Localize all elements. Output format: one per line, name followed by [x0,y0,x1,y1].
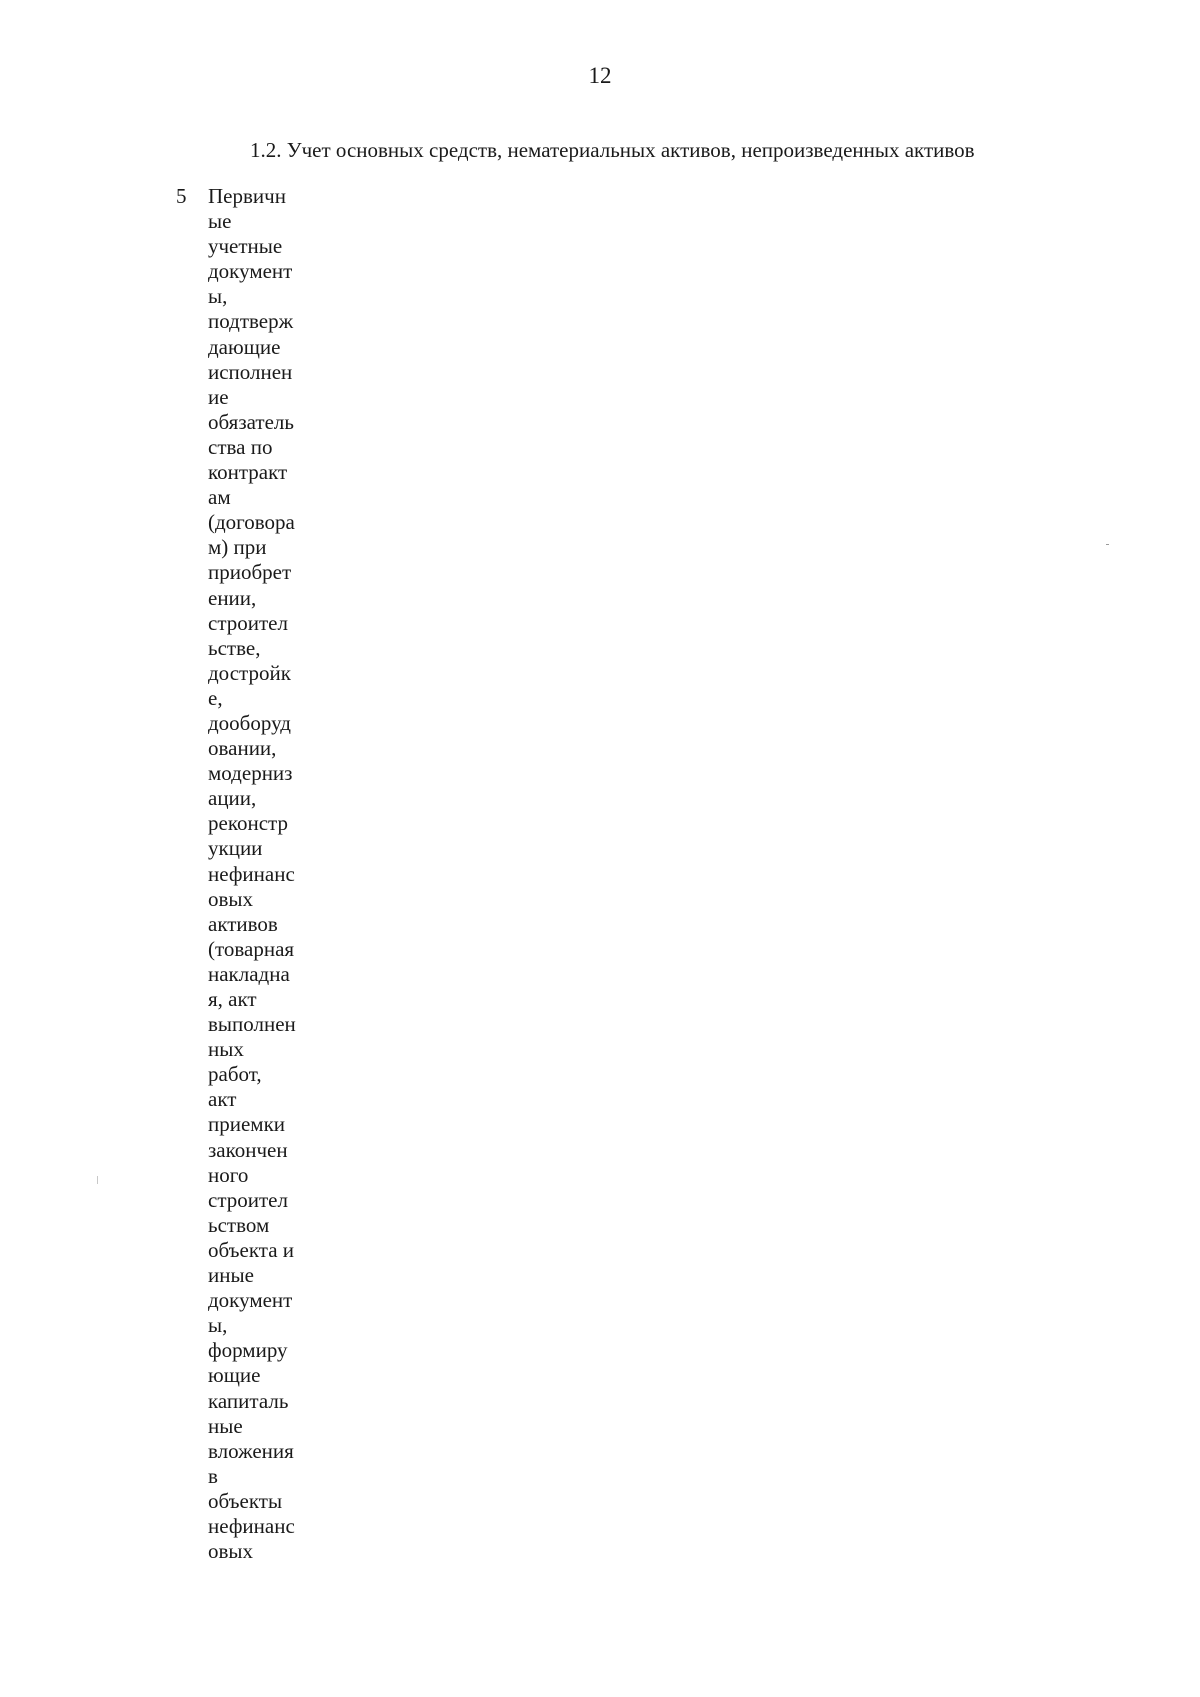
cell-text-line: строител [208,610,288,635]
cell-text-line: ении, [208,585,257,610]
cell-text-line: документ [208,259,293,284]
cell-text-line: я, акт [208,987,257,1011]
cell-text-line: ных [208,1037,244,1062]
cell-text-line: ьством [208,1212,270,1237]
cell-text-line: ам [208,485,231,510]
section-heading: 1.2. Учет основных средств, нематериальных активов, непроизведенных активов [250,138,975,162]
cell-text-line: Первичн [208,184,286,208]
cell-text-line: дооборуд [208,710,291,735]
cell-text-line: капиталь [208,1388,289,1413]
cell-text-line: подтверж [208,309,294,334]
cell-text-line: дающие [208,334,281,359]
table-row-number: 5 [176,184,187,208]
cell-text-line: ы, [208,284,228,309]
cell-text-line: ые [208,209,232,234]
cell-text-line: документ [208,1288,293,1313]
cell-text-line: ные [208,1413,243,1438]
cell-text-line: выполнен [208,1012,296,1037]
cell-text-line: накладна [208,961,290,986]
cell-text-line: реконстр [208,811,288,836]
cell-text-line: ного [208,1162,249,1187]
cell-text-line: учетные [208,234,283,259]
cell-text-line: (договора [208,510,295,535]
table-cell-text [208,184,318,1564]
cell-text-line: работ, [208,1062,262,1087]
cell-text-line: овании, [208,736,277,761]
cell-text-line: достройк [208,660,291,685]
cell-text-line: модерниз [208,761,293,786]
cell-text-line: обязатель [208,409,294,434]
cell-text-line: м) при [208,535,267,560]
cell-text-line: ие [208,384,229,409]
cell-text-line: в [208,1463,218,1488]
scan-artifact-mark [1106,544,1109,545]
cell-text-line: нефинанс [208,1513,295,1538]
cell-text-line: (товарная [208,936,295,961]
cell-text-line: вложения [208,1438,294,1463]
cell-text-line: акт [208,1087,237,1112]
cell-text-line: ющие [208,1363,261,1388]
cell-text-line: объекта и [208,1237,295,1262]
cell-text-line: укции [208,836,263,861]
cell-text-line: овых [208,886,254,911]
cell-text-line: ации, [208,786,257,811]
cell-text-line: объекты [208,1488,283,1513]
cell-text-line: е, [208,685,223,710]
cell-text-line: ьстве, [208,635,261,660]
cell-text-line: ы, [208,1313,228,1338]
cell-text-line: строител [208,1187,288,1212]
cell-text-line: нефинанс [208,861,295,886]
cell-text-line: ства по [208,434,273,459]
cell-text-line: приобрет [208,560,292,585]
cell-text-line: исполнен [208,359,293,384]
cell-text-line: закончен [208,1137,288,1162]
cell-text-line: активов [208,911,278,936]
cell-text-line: иные [208,1263,254,1288]
scan-artifact-line [97,1176,98,1184]
cell-text-line: приемки [208,1112,286,1137]
cell-text-line: контракт [208,460,288,485]
cell-text-line: овых [208,1539,254,1564]
cell-text-line: формиру [208,1338,288,1363]
page-number: 12 [588,63,612,88]
